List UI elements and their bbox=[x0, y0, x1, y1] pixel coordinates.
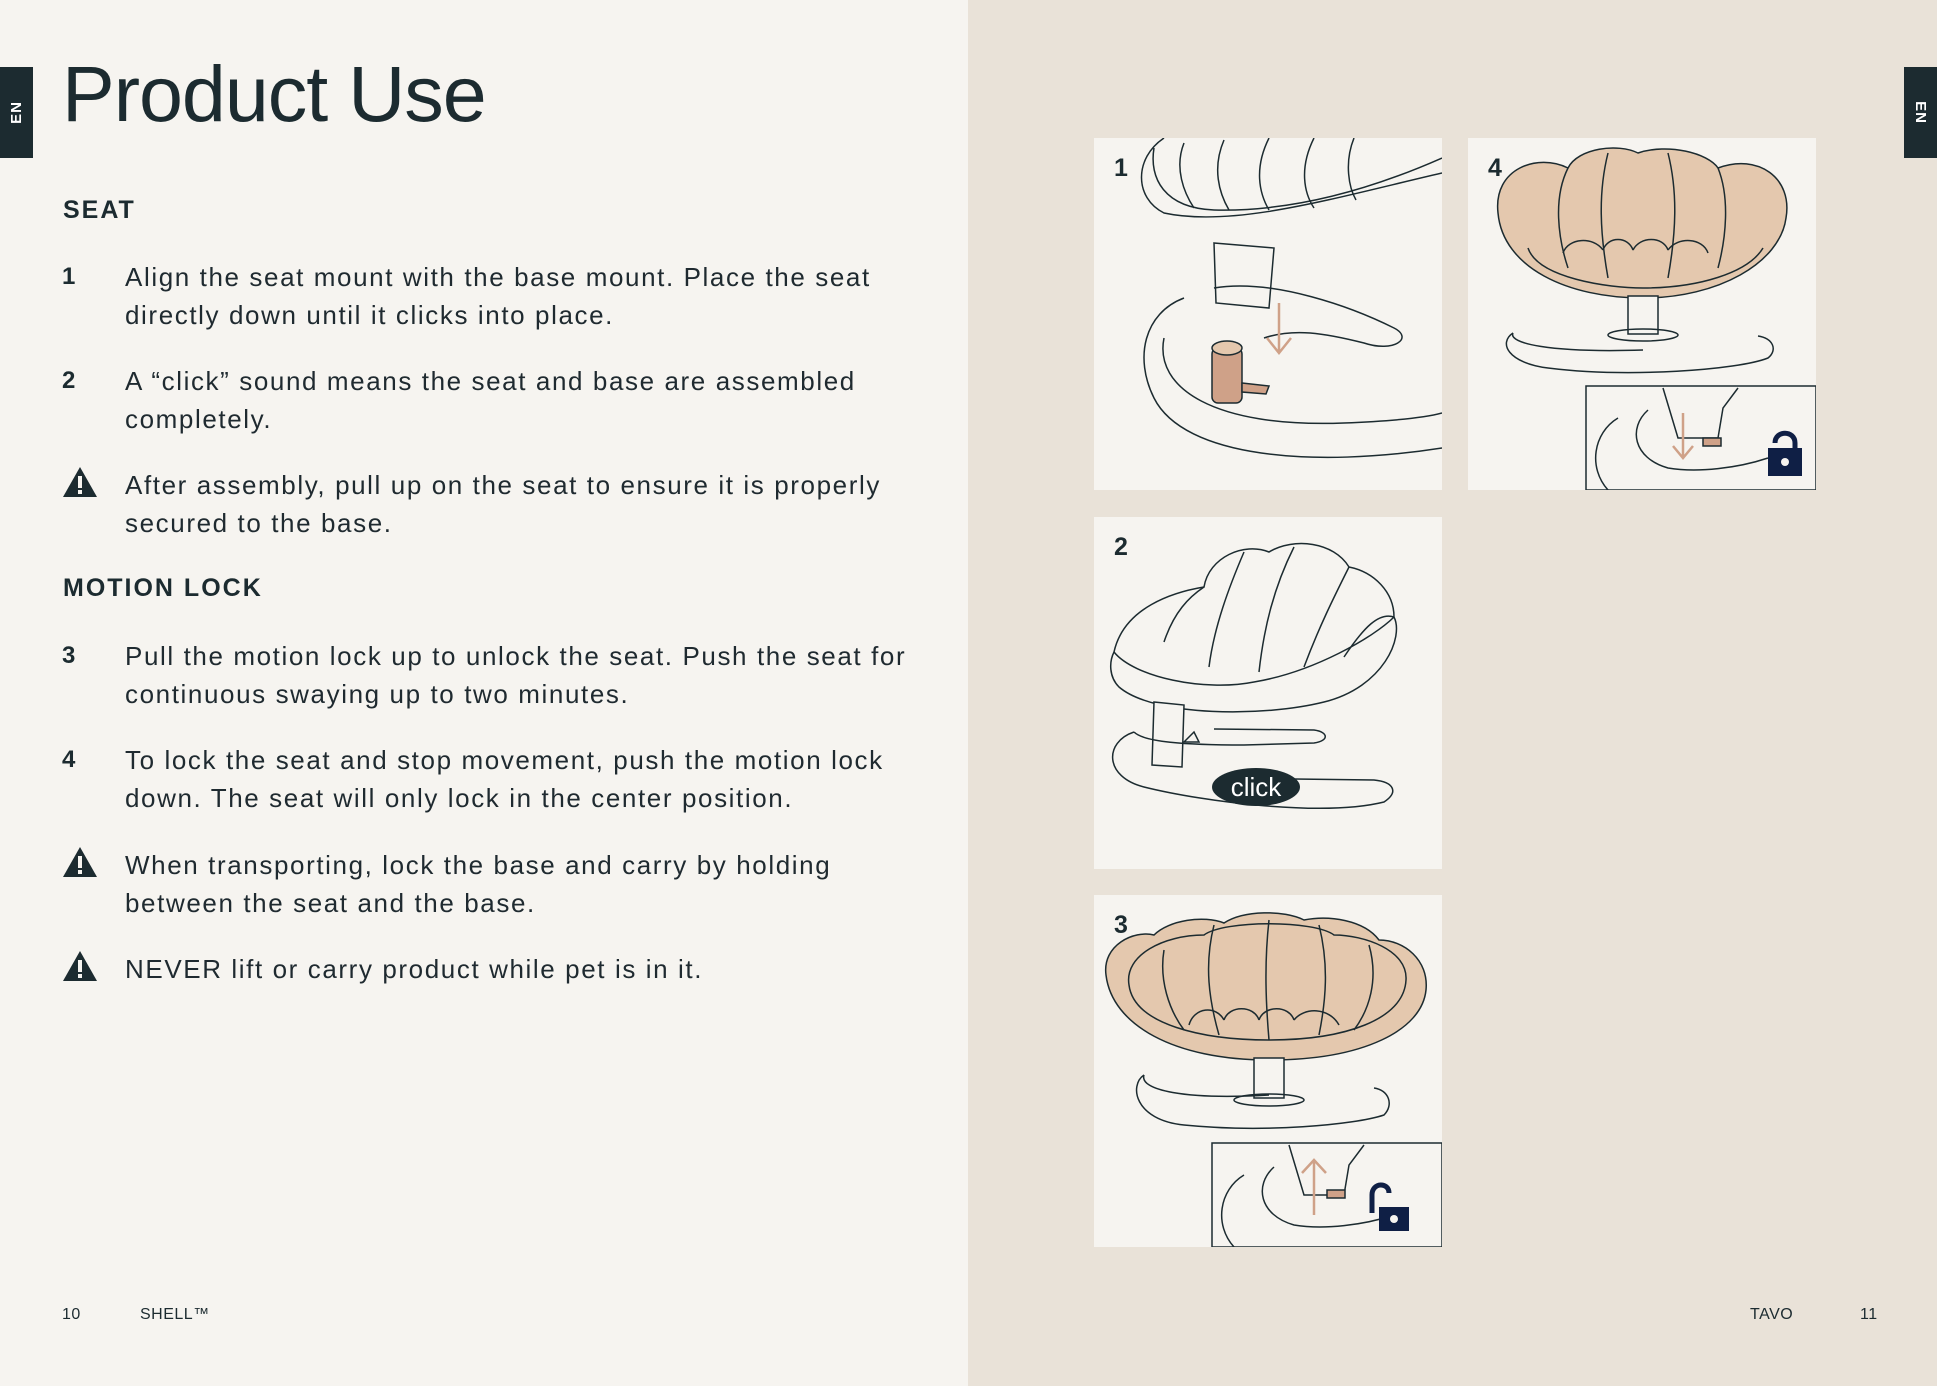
warning-text: When transporting, lock the base and carry by holding between the seat and the base. bbox=[125, 850, 832, 918]
language-tab-right: EN bbox=[1904, 67, 1937, 158]
lock-down-locked-icon bbox=[1468, 138, 1816, 490]
warning-assembly bbox=[62, 466, 922, 542]
warning-icon bbox=[62, 466, 125, 542]
step-number: 2 bbox=[62, 367, 76, 394]
step-number: 3 bbox=[62, 642, 76, 669]
left-page bbox=[0, 0, 968, 1386]
step-4 bbox=[62, 741, 922, 817]
language-tab-left: EN bbox=[0, 67, 33, 158]
step-text: Pull the motion lock up to unlock the seat. Push the seat for continuous swaying up to two minutes. bbox=[125, 641, 907, 709]
section-heading-seat: SEAT bbox=[63, 196, 136, 224]
right-page bbox=[968, 0, 1937, 1386]
page-number-left: 10 bbox=[62, 1306, 81, 1323]
warning-text: After assembly, pull up on the seat to ensure it is properly secured to the base. bbox=[125, 470, 881, 538]
step-text: A “click” sound means the seat and base are assembled completely. bbox=[125, 366, 856, 434]
illustration-number: 3 bbox=[1114, 911, 1128, 939]
illustration-panel-2 bbox=[1094, 517, 1442, 869]
warning-transport bbox=[62, 846, 922, 922]
page-title: Product Use bbox=[62, 49, 486, 138]
warning-icon bbox=[62, 950, 125, 994]
seat-click-icon bbox=[1094, 517, 1442, 869]
step-number: 1 bbox=[62, 263, 76, 290]
illustration-number: 4 bbox=[1488, 154, 1502, 182]
step-2 bbox=[62, 362, 922, 438]
page-number-right: 11 bbox=[1860, 1306, 1878, 1323]
illustration-number: 1 bbox=[1114, 154, 1128, 182]
step-text: Align the seat mount with the base mount. Place the seat directly down until it clicks into place. bbox=[125, 262, 871, 330]
lock-up-unlocked-icon bbox=[1094, 895, 1442, 1247]
illustration-panel-1 bbox=[1094, 138, 1442, 490]
footer-brand-right: TAVO bbox=[1750, 1306, 1794, 1323]
step-number: 4 bbox=[62, 746, 76, 773]
seat-mount-down-arrow-icon bbox=[1094, 138, 1442, 490]
step-text: To lock the seat and stop movement, push the motion lock down. The seat will only lock in the center position. bbox=[125, 745, 884, 813]
illustration-panel-4 bbox=[1468, 138, 1816, 490]
warning-icon bbox=[62, 846, 125, 922]
illustration-panel-3 bbox=[1094, 895, 1442, 1247]
step-1 bbox=[62, 258, 922, 334]
footer-brand-left: SHELL™ bbox=[140, 1306, 210, 1323]
svg-text:click: click bbox=[1230, 772, 1282, 802]
step-3 bbox=[62, 637, 922, 713]
illustration-number: 2 bbox=[1114, 533, 1128, 561]
warning-never-lift bbox=[62, 950, 922, 994]
warning-text: NEVER lift or carry product while pet is in it. bbox=[125, 954, 704, 984]
section-heading-motion-lock: MOTION LOCK bbox=[63, 574, 263, 602]
